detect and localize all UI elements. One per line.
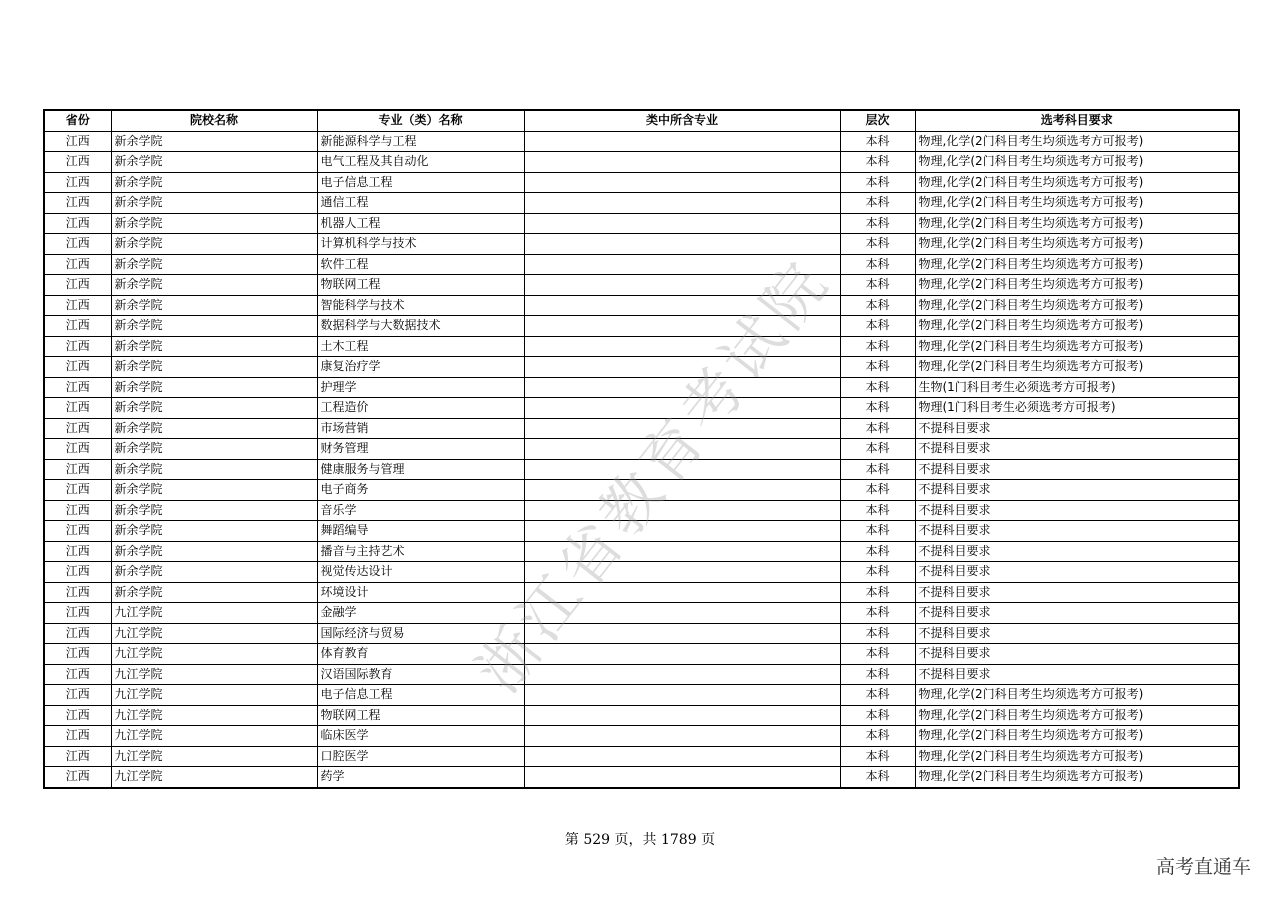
- cell-level: 本科: [840, 377, 915, 398]
- cell-level: 本科: [840, 541, 915, 562]
- cell-school-name: 新余学院: [111, 398, 317, 419]
- cell-major-name: 机器人工程: [317, 213, 524, 234]
- cell-subject-requirements: 物理,化学(2门科目考生均须选考方可报考): [915, 767, 1239, 788]
- cell-province: 江西: [44, 213, 111, 234]
- cell-level: 本科: [840, 644, 915, 665]
- cell-school-name: 新余学院: [111, 521, 317, 542]
- cell-school-name: 新余学院: [111, 131, 317, 152]
- cell-subject-requirements: 物理,化学(2门科目考生均须选考方可报考): [915, 152, 1239, 173]
- cell-included-majors: [524, 398, 840, 419]
- cell-subject-requirements: 不提科目要求: [915, 644, 1239, 665]
- cell-included-majors: [524, 234, 840, 255]
- cell-level: 本科: [840, 193, 915, 214]
- cell-school-name: 新余学院: [111, 152, 317, 173]
- cell-level: 本科: [840, 603, 915, 624]
- table-row: [44, 172, 1239, 193]
- cell-province: 江西: [44, 582, 111, 603]
- table-row: [44, 152, 1239, 173]
- header-included-majors: 类中所含专业: [524, 110, 840, 131]
- cell-included-majors: [524, 131, 840, 152]
- cell-level: 本科: [840, 316, 915, 337]
- cell-subject-requirements: 不提科目要求: [915, 521, 1239, 542]
- cell-major-name: 电子信息工程: [317, 685, 524, 706]
- cell-school-name: 九江学院: [111, 685, 317, 706]
- table-row: [44, 500, 1239, 521]
- cell-major-name: 视觉传达设计: [317, 562, 524, 583]
- cell-level: 本科: [840, 562, 915, 583]
- cell-subject-requirements: 物理(1门科目考生必须选考方可报考): [915, 398, 1239, 419]
- cell-included-majors: [524, 767, 840, 788]
- cell-province: 江西: [44, 603, 111, 624]
- cell-major-name: 计算机科学与技术: [317, 234, 524, 255]
- cell-subject-requirements: 物理,化学(2门科目考生均须选考方可报考): [915, 193, 1239, 214]
- cell-school-name: 新余学院: [111, 275, 317, 296]
- cell-province: 江西: [44, 131, 111, 152]
- cell-province: 江西: [44, 746, 111, 767]
- table-row: [44, 275, 1239, 296]
- cell-school-name: 九江学院: [111, 644, 317, 665]
- cell-province: 江西: [44, 152, 111, 173]
- cell-included-majors: [524, 603, 840, 624]
- watermark: 浙江省教育考试院: [463, 246, 845, 706]
- cell-included-majors: [524, 685, 840, 706]
- table-row: [44, 603, 1239, 624]
- table-row: [44, 582, 1239, 603]
- cell-included-majors: [524, 644, 840, 665]
- cell-included-majors: [524, 746, 840, 767]
- cell-school-name: 新余学院: [111, 459, 317, 480]
- cell-province: 江西: [44, 336, 111, 357]
- cell-major-name: 临床医学: [317, 726, 524, 747]
- cell-major-name: 新能源科学与工程: [317, 131, 524, 152]
- cell-province: 江西: [44, 357, 111, 378]
- cell-province: 江西: [44, 418, 111, 439]
- cell-included-majors: [524, 254, 840, 275]
- cell-major-name: 电子商务: [317, 480, 524, 501]
- table-row: [44, 131, 1239, 152]
- cell-level: 本科: [840, 152, 915, 173]
- table-row: [44, 398, 1239, 419]
- cell-included-majors: [524, 726, 840, 747]
- cell-included-majors: [524, 459, 840, 480]
- header-school-name: 院校名称: [111, 110, 317, 131]
- cell-included-majors: [524, 377, 840, 398]
- cell-subject-requirements: 不提科目要求: [915, 439, 1239, 460]
- table-row: [44, 213, 1239, 234]
- cell-province: 江西: [44, 254, 111, 275]
- cell-included-majors: [524, 213, 840, 234]
- cell-subject-requirements: 物理,化学(2门科目考生均须选考方可报考): [915, 357, 1239, 378]
- cell-subject-requirements: 不提科目要求: [915, 480, 1239, 501]
- cell-level: 本科: [840, 664, 915, 685]
- cell-school-name: 九江学院: [111, 705, 317, 726]
- cell-included-majors: [524, 664, 840, 685]
- cell-school-name: 新余学院: [111, 541, 317, 562]
- cell-major-name: 播音与主持艺术: [317, 541, 524, 562]
- cell-level: 本科: [840, 295, 915, 316]
- cell-major-name: 通信工程: [317, 193, 524, 214]
- cell-subject-requirements: 物理,化学(2门科目考生均须选考方可报考): [915, 685, 1239, 706]
- table-row: [44, 726, 1239, 747]
- cell-level: 本科: [840, 685, 915, 706]
- cell-subject-requirements: 物理,化学(2门科目考生均须选考方可报考): [915, 213, 1239, 234]
- admission-requirements-table: [43, 109, 1240, 789]
- cell-subject-requirements: 不提科目要求: [915, 541, 1239, 562]
- cell-school-name: 新余学院: [111, 562, 317, 583]
- cell-level: 本科: [840, 172, 915, 193]
- cell-subject-requirements: 物理,化学(2门科目考生均须选考方可报考): [915, 234, 1239, 255]
- table-row: [44, 459, 1239, 480]
- header-major-name: 专业（类）名称: [317, 110, 524, 131]
- cell-major-name: 舞蹈编导: [317, 521, 524, 542]
- table-header-row: [44, 110, 1239, 131]
- cell-included-majors: [524, 295, 840, 316]
- cell-subject-requirements: 物理,化学(2门科目考生均须选考方可报考): [915, 705, 1239, 726]
- cell-school-name: 新余学院: [111, 500, 317, 521]
- cell-major-name: 电子信息工程: [317, 172, 524, 193]
- cell-province: 江西: [44, 623, 111, 644]
- cell-included-majors: [524, 418, 840, 439]
- cell-included-majors: [524, 623, 840, 644]
- cell-province: 江西: [44, 398, 111, 419]
- cell-level: 本科: [840, 213, 915, 234]
- cell-school-name: 新余学院: [111, 193, 317, 214]
- cell-subject-requirements: 物理,化学(2门科目考生均须选考方可报考): [915, 254, 1239, 275]
- cell-level: 本科: [840, 623, 915, 644]
- cell-school-name: 新余学院: [111, 234, 317, 255]
- cell-subject-requirements: 不提科目要求: [915, 623, 1239, 644]
- cell-major-name: 金融学: [317, 603, 524, 624]
- cell-included-majors: [524, 582, 840, 603]
- cell-province: 江西: [44, 295, 111, 316]
- cell-level: 本科: [840, 746, 915, 767]
- cell-subject-requirements: 生物(1门科目考生必须选考方可报考): [915, 377, 1239, 398]
- cell-subject-requirements: 物理,化学(2门科目考生均须选考方可报考): [915, 726, 1239, 747]
- cell-province: 江西: [44, 459, 111, 480]
- cell-subject-requirements: 物理,化学(2门科目考生均须选考方可报考): [915, 336, 1239, 357]
- cell-subject-requirements: 不提科目要求: [915, 582, 1239, 603]
- cell-included-majors: [524, 193, 840, 214]
- cell-included-majors: [524, 480, 840, 501]
- cell-included-majors: [524, 500, 840, 521]
- cell-major-name: 健康服务与管理: [317, 459, 524, 480]
- cell-major-name: 口腔医学: [317, 746, 524, 767]
- cell-province: 江西: [44, 172, 111, 193]
- table-row: [44, 295, 1239, 316]
- cell-major-name: 数据科学与大数据技术: [317, 316, 524, 337]
- cell-level: 本科: [840, 480, 915, 501]
- cell-included-majors: [524, 541, 840, 562]
- cell-province: 江西: [44, 439, 111, 460]
- cell-level: 本科: [840, 705, 915, 726]
- table-row: [44, 664, 1239, 685]
- cell-subject-requirements: 不提科目要求: [915, 562, 1239, 583]
- cell-major-name: 财务管理: [317, 439, 524, 460]
- table-row: [44, 316, 1239, 337]
- cell-school-name: 九江学院: [111, 623, 317, 644]
- table-row: [44, 685, 1239, 706]
- cell-school-name: 九江学院: [111, 726, 317, 747]
- cell-level: 本科: [840, 582, 915, 603]
- cell-major-name: 智能科学与技术: [317, 295, 524, 316]
- cell-major-name: 音乐学: [317, 500, 524, 521]
- cell-province: 江西: [44, 193, 111, 214]
- cell-level: 本科: [840, 336, 915, 357]
- cell-level: 本科: [840, 357, 915, 378]
- cell-school-name: 新余学院: [111, 316, 317, 337]
- cell-major-name: 土木工程: [317, 336, 524, 357]
- cell-subject-requirements: 不提科目要求: [915, 664, 1239, 685]
- cell-major-name: 环境设计: [317, 582, 524, 603]
- table-row: [44, 705, 1239, 726]
- cell-province: 江西: [44, 644, 111, 665]
- cell-school-name: 九江学院: [111, 664, 317, 685]
- cell-province: 江西: [44, 377, 111, 398]
- cell-included-majors: [524, 562, 840, 583]
- table-row: [44, 541, 1239, 562]
- table-row: [44, 357, 1239, 378]
- cell-school-name: 新余学院: [111, 357, 317, 378]
- cell-province: 江西: [44, 767, 111, 788]
- cell-province: 江西: [44, 275, 111, 296]
- table-row: [44, 767, 1239, 788]
- header-subject-requirements: 选考科目要求: [915, 110, 1239, 131]
- cell-province: 江西: [44, 664, 111, 685]
- cell-level: 本科: [840, 418, 915, 439]
- cell-school-name: 新余学院: [111, 336, 317, 357]
- header-level: 层次: [840, 110, 915, 131]
- table-row: [44, 234, 1239, 255]
- table-row: [44, 746, 1239, 767]
- cell-major-name: 药学: [317, 767, 524, 788]
- cell-level: 本科: [840, 439, 915, 460]
- cell-level: 本科: [840, 275, 915, 296]
- cell-major-name: 软件工程: [317, 254, 524, 275]
- cell-school-name: 新余学院: [111, 439, 317, 460]
- table-row: [44, 418, 1239, 439]
- cell-level: 本科: [840, 234, 915, 255]
- cell-school-name: 新余学院: [111, 377, 317, 398]
- cell-school-name: 九江学院: [111, 767, 317, 788]
- cell-subject-requirements: 不提科目要求: [915, 418, 1239, 439]
- cell-school-name: 新余学院: [111, 172, 317, 193]
- page-number: 第 529 页，共 1789 页: [564, 832, 716, 848]
- cell-level: 本科: [840, 459, 915, 480]
- cell-province: 江西: [44, 521, 111, 542]
- table-row: [44, 336, 1239, 357]
- cell-major-name: 体育教育: [317, 644, 524, 665]
- cell-major-name: 汉语国际教育: [317, 664, 524, 685]
- cell-province: 江西: [44, 705, 111, 726]
- cell-school-name: 新余学院: [111, 418, 317, 439]
- cell-province: 江西: [44, 685, 111, 706]
- cell-subject-requirements: 不提科目要求: [915, 500, 1239, 521]
- cell-school-name: 新余学院: [111, 480, 317, 501]
- cell-major-name: 护理学: [317, 377, 524, 398]
- cell-province: 江西: [44, 541, 111, 562]
- cell-level: 本科: [840, 398, 915, 419]
- cell-level: 本科: [840, 254, 915, 275]
- table-row: [44, 377, 1239, 398]
- cell-province: 江西: [44, 234, 111, 255]
- cell-subject-requirements: 不提科目要求: [915, 603, 1239, 624]
- table-row: [44, 439, 1239, 460]
- cell-included-majors: [524, 521, 840, 542]
- cell-subject-requirements: 物理,化学(2门科目考生均须选考方可报考): [915, 295, 1239, 316]
- cell-included-majors: [524, 152, 840, 173]
- table-row: [44, 562, 1239, 583]
- cell-major-name: 康复治疗学: [317, 357, 524, 378]
- cell-major-name: 物联网工程: [317, 275, 524, 296]
- cell-level: 本科: [840, 131, 915, 152]
- cell-school-name: 九江学院: [111, 603, 317, 624]
- cell-major-name: 工程造价: [317, 398, 524, 419]
- table-row: [44, 193, 1239, 214]
- cell-province: 江西: [44, 726, 111, 747]
- table-row: [44, 480, 1239, 501]
- cell-major-name: 国际经济与贸易: [317, 623, 524, 644]
- cell-subject-requirements: 物理,化学(2门科目考生均须选考方可报考): [915, 746, 1239, 767]
- cell-included-majors: [524, 316, 840, 337]
- table-row: [44, 644, 1239, 665]
- cell-subject-requirements: 不提科目要求: [915, 459, 1239, 480]
- cell-school-name: 新余学院: [111, 582, 317, 603]
- cell-level: 本科: [840, 500, 915, 521]
- table-row: [44, 623, 1239, 644]
- cell-subject-requirements: 物理,化学(2门科目考生均须选考方可报考): [915, 172, 1239, 193]
- cell-major-name: 物联网工程: [317, 705, 524, 726]
- cell-school-name: 新余学院: [111, 213, 317, 234]
- cell-subject-requirements: 物理,化学(2门科目考生均须选考方可报考): [915, 316, 1239, 337]
- cell-school-name: 新余学院: [111, 254, 317, 275]
- header-province: 省份: [44, 110, 111, 131]
- cell-school-name: 新余学院: [111, 295, 317, 316]
- cell-province: 江西: [44, 562, 111, 583]
- cell-included-majors: [524, 357, 840, 378]
- cell-major-name: 电气工程及其自动化: [317, 152, 524, 173]
- table-row: [44, 521, 1239, 542]
- cell-included-majors: [524, 705, 840, 726]
- cell-major-name: 市场营销: [317, 418, 524, 439]
- cell-included-majors: [524, 439, 840, 460]
- cell-included-majors: [524, 336, 840, 357]
- cell-school-name: 九江学院: [111, 746, 317, 767]
- cell-level: 本科: [840, 767, 915, 788]
- cell-level: 本科: [840, 521, 915, 542]
- cell-subject-requirements: 物理,化学(2门科目考生均须选考方可报考): [915, 275, 1239, 296]
- table-row: [44, 254, 1239, 275]
- cell-level: 本科: [840, 726, 915, 747]
- cell-province: 江西: [44, 480, 111, 501]
- cell-included-majors: [524, 172, 840, 193]
- brand-logo-text: 高考直通车: [1155, 856, 1251, 878]
- cell-included-majors: [524, 275, 840, 296]
- cell-province: 江西: [44, 316, 111, 337]
- cell-subject-requirements: 物理,化学(2门科目考生均须选考方可报考): [915, 131, 1239, 152]
- cell-province: 江西: [44, 500, 111, 521]
